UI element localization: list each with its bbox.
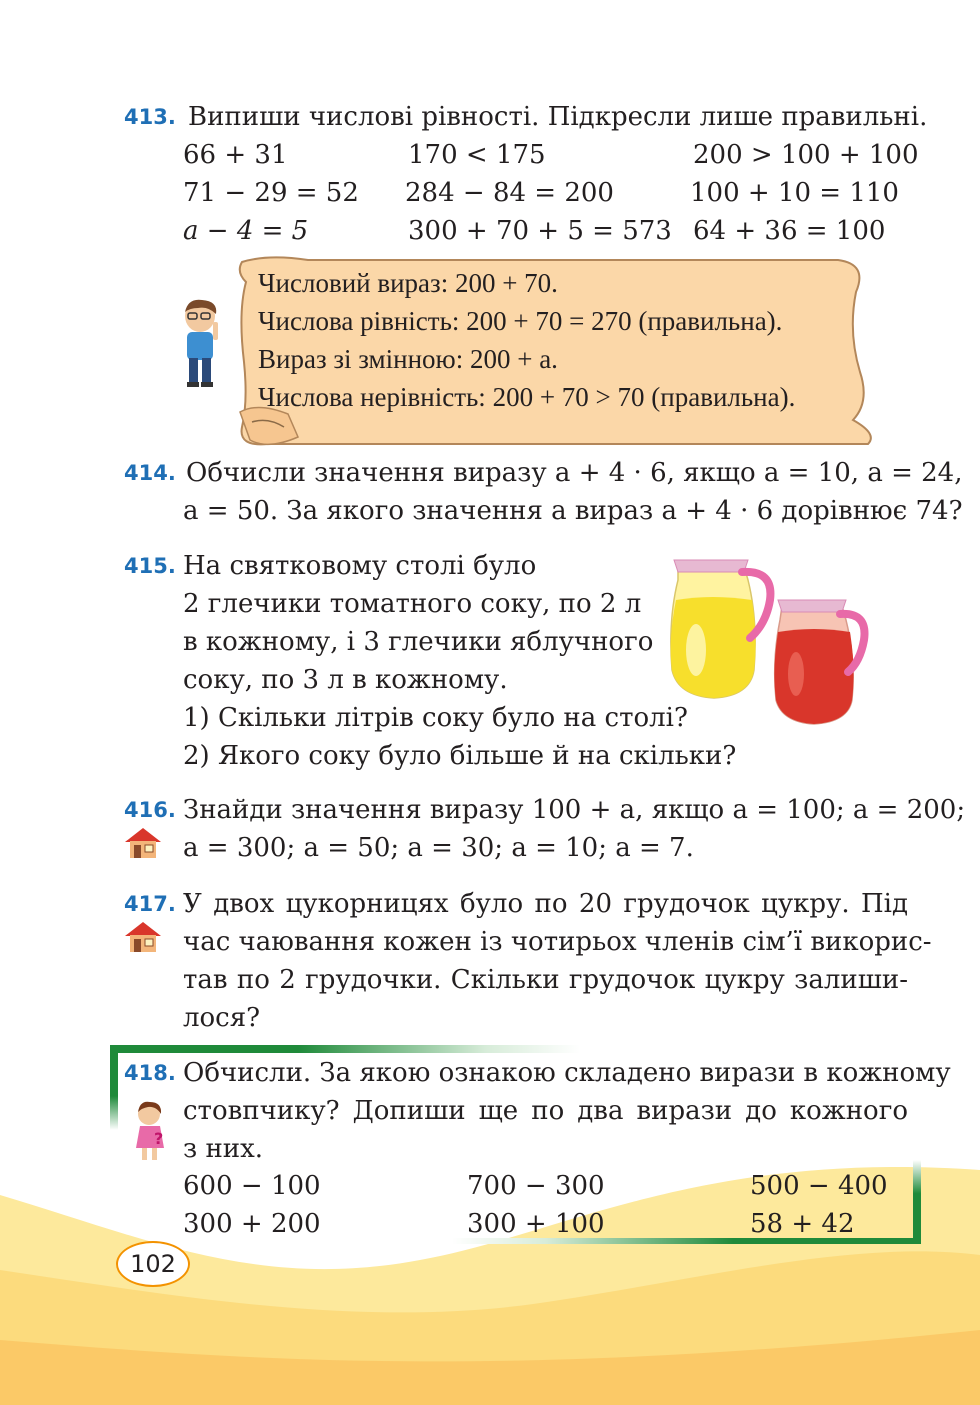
exercise-418-right-bar xyxy=(913,1160,921,1244)
exercise-number-413: 413. xyxy=(124,105,176,129)
expr-413-r2c3: 100 + 10 = 110 xyxy=(690,178,899,208)
expr-413-r2c2: 284 − 84 = 200 xyxy=(405,178,614,208)
expr-413-r1c3: 200 > 100 + 100 xyxy=(693,140,919,170)
exercise-416-line-2: a = 300; a = 50; a = 30; a = 10; a = 7. xyxy=(183,833,694,863)
expr-413-r3c1: a − 4 = 5 xyxy=(183,216,309,246)
juice-jugs-icon xyxy=(662,550,872,730)
exercise-418-line-1: Обчисли. За якою ознакою складено вирази в кожному xyxy=(183,1058,951,1088)
exercise-417-line-2: час чаювання кожен із чотирьох членів сім’ї викорис- xyxy=(183,927,932,957)
exercise-418-left-bar xyxy=(110,1045,118,1130)
exercise-number-415: 415. xyxy=(124,554,176,578)
rule-line-variable-expression: Вираз зі змінною: 200 + a. xyxy=(258,344,558,374)
girl-question-icon xyxy=(134,1100,168,1164)
homework-house-icon xyxy=(123,920,163,954)
boy-character-icon xyxy=(178,298,228,390)
homework-house-icon xyxy=(123,826,163,860)
expr-418-r2c3: 58 + 42 xyxy=(750,1209,855,1239)
rule-line-numeric-expression: Числовий вираз: 200 + 70. xyxy=(258,268,558,298)
exercise-415-question-2: 2) Якого соку було більше й на скільки? xyxy=(183,741,737,771)
expr-418-r1c3: 500 − 400 xyxy=(750,1171,888,1201)
page-number: 102 xyxy=(130,1250,176,1278)
expr-413-r1c1: 66 + 31 xyxy=(183,140,288,170)
exercise-number-414: 414. xyxy=(124,461,176,485)
expr-418-r2c2: 300 + 100 xyxy=(467,1209,605,1239)
rule-line-numeric-inequality: Числова нерівність: 200 + 70 > 70 (правильна). xyxy=(258,382,796,412)
exercise-414-line-1: Обчисли значення виразу a + 4 · 6, якщо a = 10, a = 24, xyxy=(186,458,963,488)
exercise-415-question-1: 1) Скільки літрів соку було на столі? xyxy=(183,703,688,733)
expr-418-r2c1: 300 + 200 xyxy=(183,1209,321,1239)
exercise-415-line-1: На святковому столі було xyxy=(183,551,537,581)
exercise-number-418: 418. xyxy=(124,1061,176,1085)
expr-413-r3c3: 64 + 36 = 100 xyxy=(693,216,886,246)
exercise-413-instruction: Випиши числові рівності. Підкресли лише правильні. xyxy=(188,102,928,132)
exercise-415-line-2: 2 глечики томатного соку, по 2 л xyxy=(183,589,642,619)
exercise-415-line-3: в кожному, і 3 глечики яблучного xyxy=(183,627,654,657)
exercise-416-line-1: Знайди значення виразу 100 + a, якщо a = 100; a = 200; xyxy=(183,795,966,825)
exercise-418-line-3: з них. xyxy=(183,1134,264,1164)
exercise-418-line-2: стовпчику? Допиши ще по два вирази до кожного xyxy=(183,1096,908,1126)
svg-text:?: ? xyxy=(154,1129,164,1148)
exercise-415-line-4: соку, по 3 л в кожному. xyxy=(183,665,508,695)
expr-413-r2c1: 71 − 29 = 52 xyxy=(183,178,359,208)
exercise-418-top-bar xyxy=(110,1045,580,1053)
expr-413-r3c2: 300 + 70 + 5 = 573 xyxy=(408,216,672,246)
expr-418-r1c1: 600 − 100 xyxy=(183,1171,321,1201)
exercise-417-line-4: лося? xyxy=(183,1003,261,1033)
exercise-414-line-2: a = 50. За якого значення a вираз a + 4 · 6 дорівнює 74? xyxy=(183,496,963,526)
exercise-417-line-1: У двох цукорницях було по 20 грудочок цукру. Під xyxy=(183,889,908,919)
expr-413-r1c2: 170 < 175 xyxy=(408,140,546,170)
expr-418-r1c2: 700 − 300 xyxy=(467,1171,605,1201)
exercise-417-line-3: тав по 2 грудочки. Скільки грудочок цукру залиши- xyxy=(183,965,908,995)
exercise-number-416: 416. xyxy=(124,798,176,822)
rule-line-numeric-equality: Числова рівність: 200 + 70 = 270 (правильна). xyxy=(258,306,783,336)
exercise-number-417: 417. xyxy=(124,892,176,916)
